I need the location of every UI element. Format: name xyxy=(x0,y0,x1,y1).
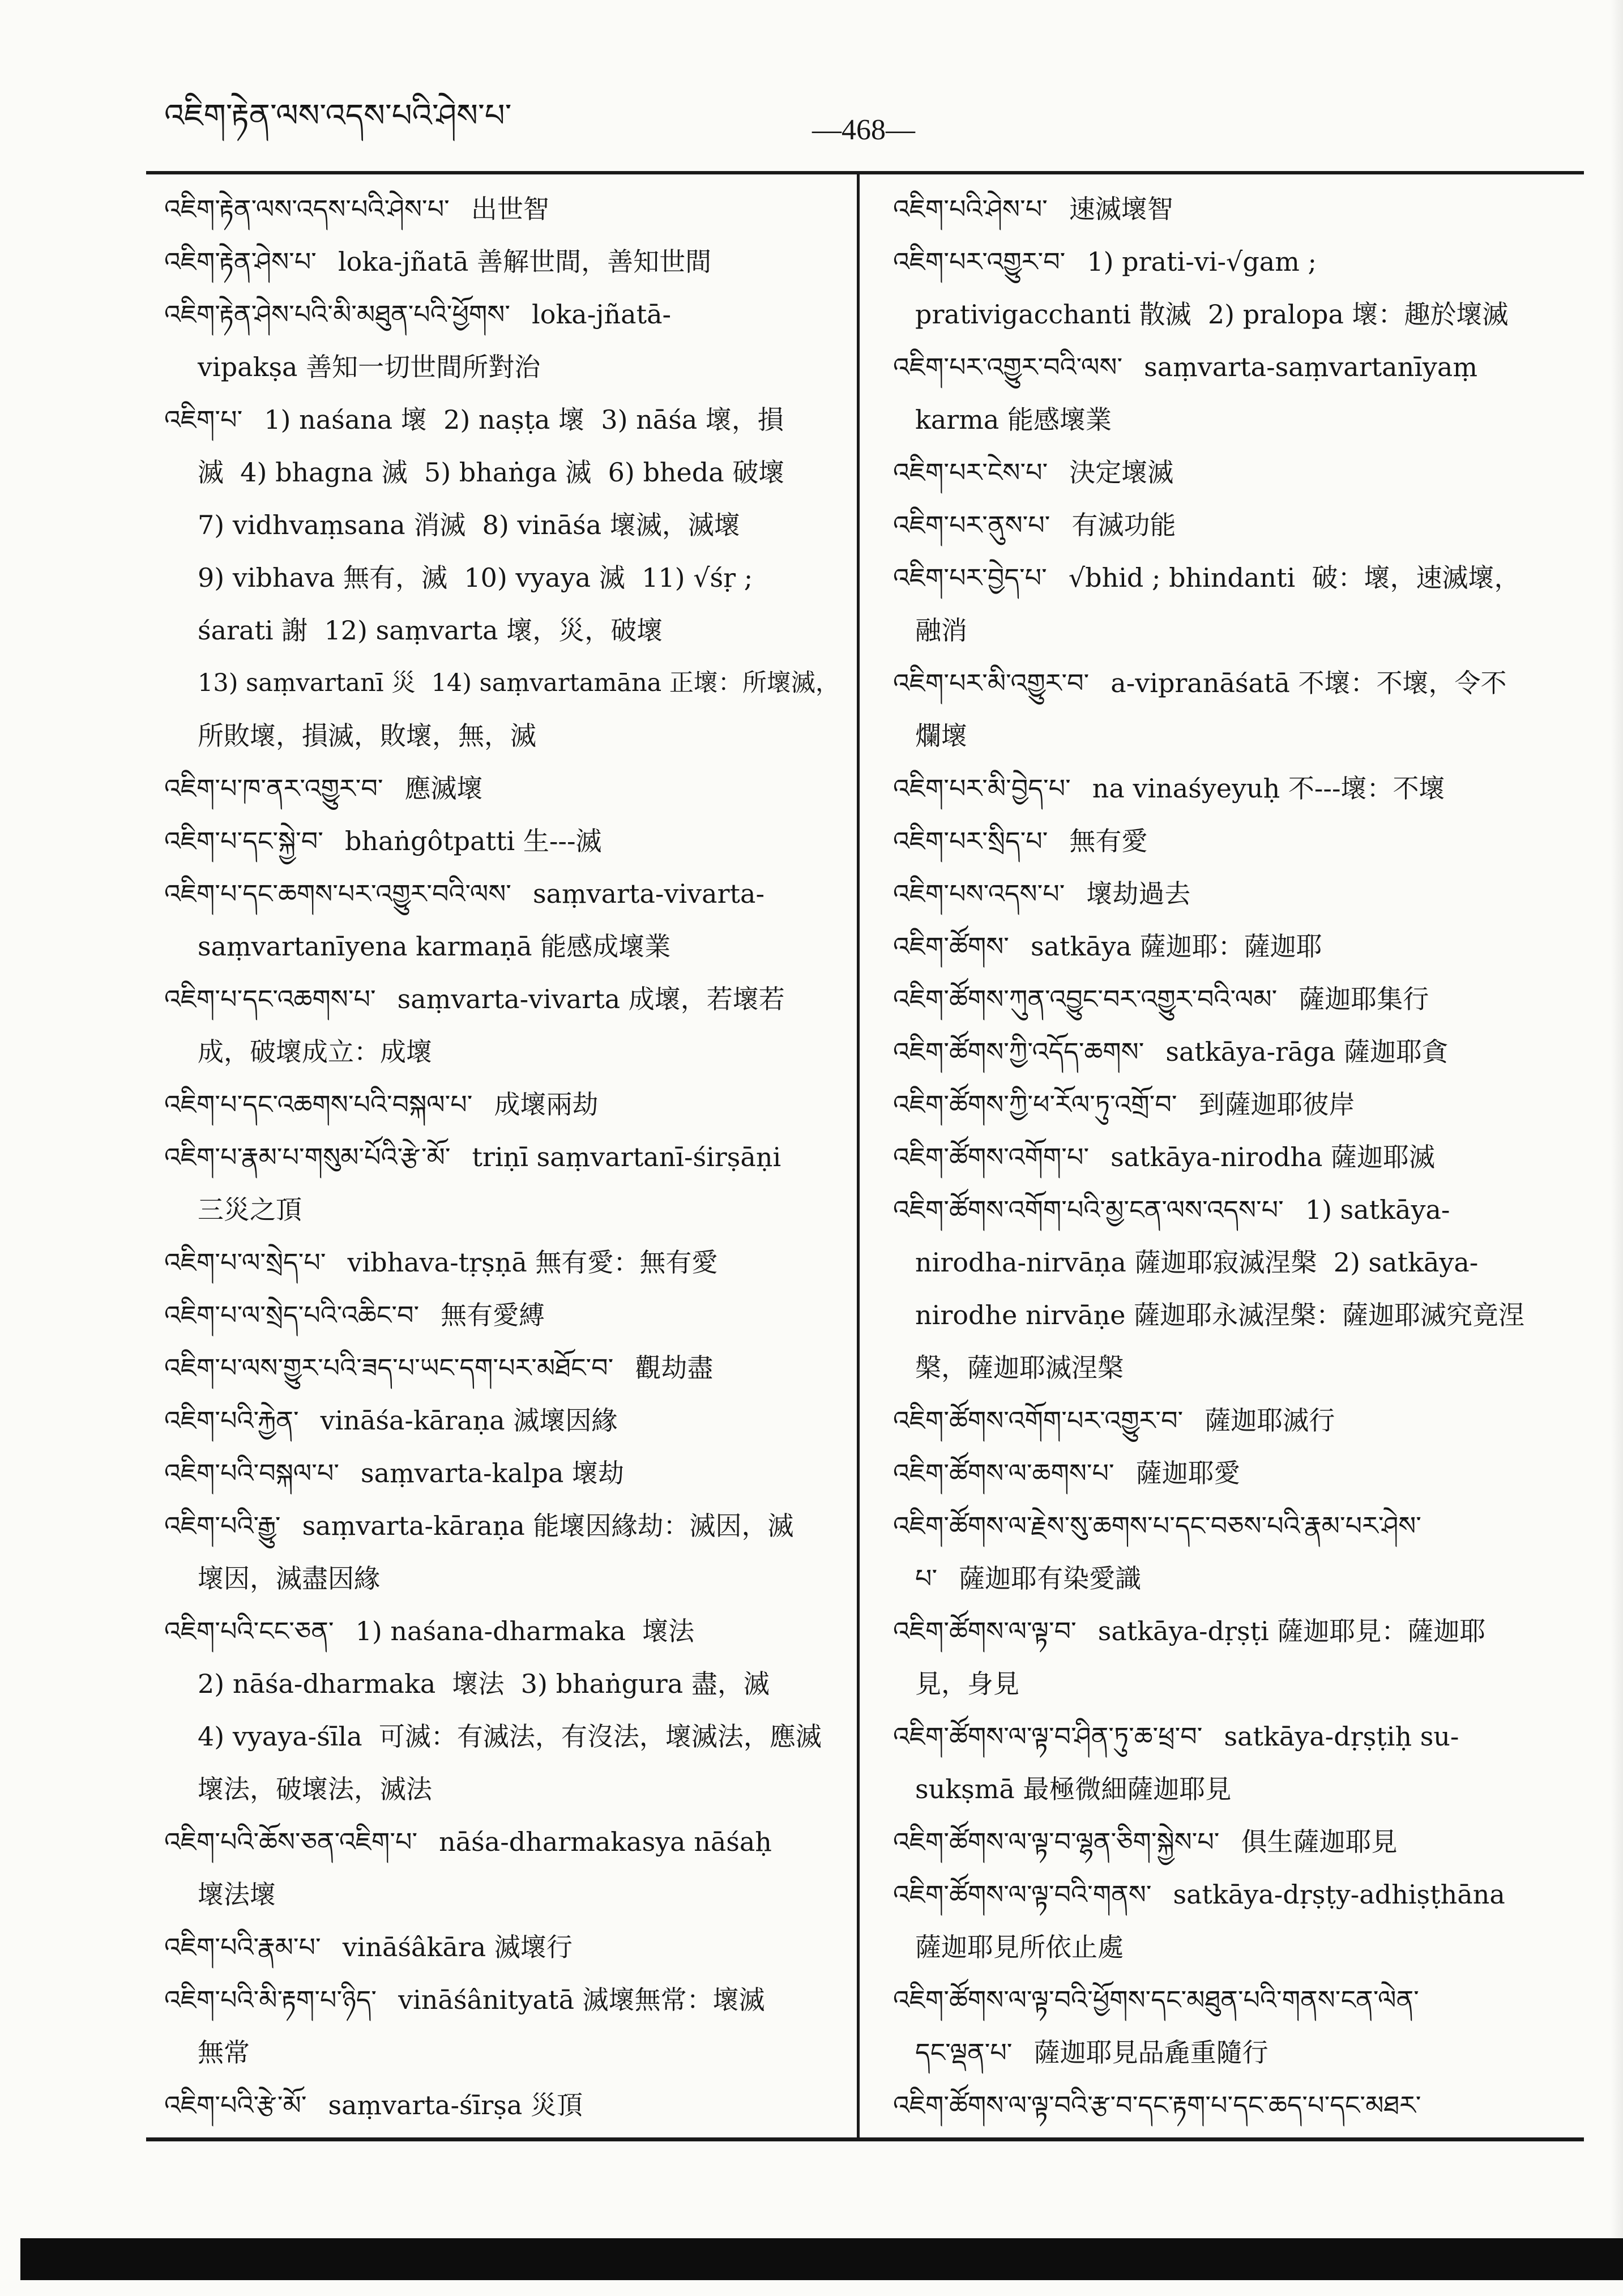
dictionary-entry xyxy=(893,2079,1570,2132)
entry-first-line xyxy=(164,1447,844,1500)
entry-gloss: vināśâkāra 滅壞行 xyxy=(342,1932,573,1962)
entry-gloss: saṃvarta-kalpa 壞劫 xyxy=(361,1458,625,1488)
entry-first-line xyxy=(893,552,1570,604)
dictionary-entry xyxy=(893,973,1570,1026)
entry-gloss: 爛壞 xyxy=(915,720,967,751)
dictionary-entry xyxy=(164,394,844,762)
tibetan-headword: འཇིག་པར་བྱེད་པ་ xyxy=(893,562,1047,593)
tibetan-headword: འཇིག་པར་མི་བྱེད་པ་ xyxy=(893,773,1071,804)
entry-first-line xyxy=(164,973,844,1026)
scan-edge-shadow xyxy=(1611,0,1623,2238)
tibetan-headword: འཇིག་པ་དང་སྐྱེ་བ་ xyxy=(164,826,323,856)
tibetan-headword: འཇིག་པ་རྣམ་པ་གསུམ་པོའི་རྩེ་མོ་ xyxy=(164,1142,451,1172)
tibetan-headword: འཇིག་པར་འགྱུར་བ་ xyxy=(893,246,1066,277)
entry-gloss: 壞法，破壞法，滅法 xyxy=(198,1774,432,1804)
tibetan-headword: འཇིག་པའི་བསྐལ་པ་ xyxy=(164,1458,340,1488)
entry-gloss: 成，破壞成立：成壞 xyxy=(198,1036,432,1067)
entry-gloss: satkāya-dṛṣṭi 薩迦耶見：薩迦耶 xyxy=(1097,1616,1486,1646)
entry-continuation-line xyxy=(893,1342,1570,1394)
entry-continuation-line xyxy=(164,341,844,394)
entry-gloss: 成壞兩劫 xyxy=(494,1089,599,1120)
tibetan-headword: འཇིག་པ་ལ་སྲེད་པའི་འཆིང་བ་ xyxy=(164,1300,420,1330)
entry-gloss: 無有愛縛 xyxy=(441,1300,545,1330)
entry-gloss: saṃvarta-vivarta- xyxy=(532,878,765,909)
entry-gloss: śarati 謝 12) saṃvarta 壞，災，破壞 xyxy=(198,615,663,646)
entry-first-line xyxy=(893,1394,1570,1447)
dictionary-entry xyxy=(893,183,1570,236)
entry-gloss: nirodhe nirvāṇe 薩迦耶永滅涅槃：薩迦耶滅究竟涅 xyxy=(915,1300,1525,1330)
entry-first-line xyxy=(164,394,844,446)
entry-first-line xyxy=(893,446,1570,499)
entry-gloss: bhaṅgôtpatti 生---滅 xyxy=(344,826,602,856)
entry-gloss: 壞因，滅盡因緣 xyxy=(198,1563,380,1594)
entry-continuation-line xyxy=(164,1552,844,1605)
dictionary-entry xyxy=(164,1078,844,1131)
entry-gloss: 出世智 xyxy=(471,194,549,224)
dictionary-entry xyxy=(164,1289,844,1342)
tibetan-headword: འཇིག་པ་དང་འཆགས་པའི་བསྐལ་པ་ xyxy=(164,1089,473,1120)
entry-first-line xyxy=(164,1500,844,1552)
tibetan-headword: འཇིག་པའི་རྩེ་མོ་ xyxy=(164,2090,307,2120)
tibetan-headword: འཇིག་པའི་མི་རྟག་པ་ཉིད་ xyxy=(164,1985,377,2015)
entry-first-line xyxy=(893,1026,1570,1078)
entry-gloss: saṃvartanīyena karmaṇā 能感成壞業 xyxy=(198,931,671,962)
dictionary-entry xyxy=(893,1868,1570,1974)
entry-gloss: 壞劫過去 xyxy=(1086,878,1191,909)
entry-gloss: 槃，薩迦耶滅涅槃 xyxy=(915,1352,1124,1383)
entry-gloss: saṃvarta-vivarta 成壞，若壞若 xyxy=(397,984,785,1014)
dictionary-entry xyxy=(893,868,1570,920)
entry-first-line xyxy=(164,1974,844,2026)
entry-first-line xyxy=(164,762,844,815)
tibetan-headword: འཇིག་པར་ནུས་པ་ xyxy=(893,510,1050,540)
column-divider xyxy=(857,173,860,2139)
entry-first-line xyxy=(893,2079,1570,2132)
tibetan-headword: འཇིག་པར་སྲིད་པ་ xyxy=(893,826,1048,856)
dictionary-entry xyxy=(893,657,1570,762)
dictionary-entry xyxy=(164,973,844,1078)
entry-continuation-line xyxy=(164,1710,844,1763)
dictionary-entry xyxy=(164,1236,844,1289)
entry-gloss: 有滅功能 xyxy=(1071,510,1176,540)
entry-first-line xyxy=(893,762,1570,815)
entry-first-line xyxy=(893,183,1570,236)
dictionary-entry xyxy=(893,1710,1570,1816)
entry-continuation-line xyxy=(164,657,844,710)
entry-continuation-line xyxy=(164,2026,844,2079)
dictionary-entry xyxy=(164,2079,844,2132)
entry-continuation-line xyxy=(164,920,844,973)
tibetan-headword: འཇིག་ཚོགས་ལ་རྗེས་སུ་ཆགས་པ་དང་བཅས་པའི་རྣམ་པར་ཤེས་ xyxy=(893,1510,1421,1541)
entry-continuation-line xyxy=(893,1763,1570,1816)
entry-gloss: 1) satkāya- xyxy=(1305,1194,1450,1225)
entry-first-line xyxy=(893,1605,1570,1658)
tibetan-headword: འཇིག་ཚོགས་ཀུན་འབྱུང་བར་འགྱུར་བའི་ལམ་ xyxy=(893,984,1278,1014)
entry-first-line xyxy=(164,1605,844,1658)
tibetan-headword: འཇིག་པའི་རྒྱུ་ xyxy=(164,1510,281,1541)
entry-gloss: satkāya-rāga 薩迦耶貪 xyxy=(1165,1036,1449,1067)
entry-first-line xyxy=(164,868,844,920)
entry-first-line xyxy=(893,1974,1570,2026)
dictionary-entry xyxy=(164,1500,844,1605)
tibetan-headword: འཇིག་པ་ཁ་ནར་འགྱུར་བ་ xyxy=(164,773,383,804)
dictionary-entry xyxy=(893,1447,1570,1500)
entry-gloss: 薩迦耶有染愛識 xyxy=(959,1563,1142,1594)
tibetan-headword: འཇིག་པར་འགྱུར་བའི་ལས་ xyxy=(893,352,1123,382)
tibetan-headword: འཇིག་པ་ལ་སྲེད་པ་ xyxy=(164,1247,326,1278)
entry-gloss: 13) saṃvartanī 災 14) saṃvartamāna 正壞：所壞滅， xyxy=(198,669,840,697)
running-head: འཇིག་རྟེན་ལས་འདས་པའི་ཤེས་པ་ xyxy=(164,97,512,134)
dictionary-entry xyxy=(164,183,844,236)
tibetan-headword: འཇིག་ཚོགས་འགོག་པར་འགྱུར་བ་ xyxy=(893,1405,1184,1436)
entry-first-line xyxy=(893,1500,1570,1552)
entry-continuation-line xyxy=(164,1763,844,1816)
tibetan-headword: འཇིག་རྟེན་ལས་འདས་པའི་ཤེས་པ་ xyxy=(164,194,450,224)
tibetan-headword: འཇིག་པ་ xyxy=(164,404,243,435)
entry-first-line xyxy=(164,1921,844,1974)
entry-continuation-line xyxy=(164,552,844,604)
entry-gloss: 三災之頂 xyxy=(198,1194,302,1225)
entry-continuation-line xyxy=(893,1289,1570,1342)
entry-gloss: 觀劫盡 xyxy=(635,1352,714,1383)
tibetan-headword: འཇིག་པ་དང་ཆགས་པར་འགྱུར་བའི་ལས་ xyxy=(164,878,511,909)
entry-gloss: 薩迦耶愛 xyxy=(1135,1458,1240,1488)
entry-gloss: 無常 xyxy=(198,2037,250,2068)
entry-first-line xyxy=(893,1710,1570,1763)
tibetan-headword: འཇིག་ཚོགས་འགོག་པ་ xyxy=(893,1142,1090,1172)
entry-gloss: vināśânityatā 滅壞無常：壞滅 xyxy=(398,1985,765,2015)
entry-gloss: nirodha-nirvāṇa 薩迦耶寂滅涅槃 2) satkāya- xyxy=(915,1247,1479,1278)
tibetan-headword: འཇིག་རྟེན་ཤེས་པ་ xyxy=(164,246,317,277)
entry-continuation-line xyxy=(893,1236,1570,1289)
entry-gloss: 壞法壞 xyxy=(198,1879,276,1910)
entry-gloss: 見，身見 xyxy=(915,1668,1019,1699)
entry-gloss: vināśa-kāraṇa 滅壞因緣 xyxy=(320,1405,618,1436)
entry-continuation-line xyxy=(893,604,1570,657)
entry-first-line xyxy=(893,657,1570,710)
entry-gloss: 1) prati-vi-√gam ; xyxy=(1087,246,1317,277)
entry-first-line xyxy=(164,1289,844,1342)
tibetan-headword: འཇིག་ཚོགས་ལ་ལྟ་བ་ xyxy=(893,1616,1077,1646)
tibetan-headword: འཇིག་ཚོགས་ལ་ལྟ་བའི་གནས་ xyxy=(893,1879,1152,1910)
entry-gloss: 1) naśana-dharmaka 壞法 xyxy=(355,1616,695,1646)
dictionary-entry xyxy=(893,1974,1570,2079)
dictionary-entry xyxy=(893,446,1570,499)
entry-gloss: saṃvarta-saṃvartanīyaṃ xyxy=(1144,352,1477,382)
entry-gloss: prativigacchanti 散滅 2) pralopa 壞：趣於壞滅 xyxy=(915,299,1509,330)
entry-continuation-line xyxy=(164,604,844,657)
entry-continuation-line xyxy=(164,1026,844,1078)
entry-gloss: sukṣmā 最極微細薩迦耶見 xyxy=(915,1774,1232,1804)
entry-first-line xyxy=(893,815,1570,868)
tibetan-headword: འཇིག་ཚོགས་ xyxy=(893,931,1009,962)
entry-first-line xyxy=(893,920,1570,973)
entry-gloss: 到薩迦耶彼岸 xyxy=(1198,1089,1355,1120)
entry-gloss: satkāya-dṛṣṭy-adhiṣṭhāna xyxy=(1173,1879,1505,1910)
dictionary-entry xyxy=(164,815,844,868)
entry-first-line xyxy=(893,341,1570,394)
tibetan-headword: འཇིག་ཚོགས་ལ་ལྟ་བ་ཤིན་ཏུ་ཆ་ཕྲ་བ་ xyxy=(893,1721,1203,1752)
entry-gloss: satkāya-nirodha 薩迦耶滅 xyxy=(1111,1142,1436,1172)
entry-continuation-line xyxy=(164,710,844,762)
tibetan-headword: འཇིག་ཚོགས་ཀྱི་ཕ་རོལ་ཏུ་འགྲོ་བ་ xyxy=(893,1089,1177,1120)
entry-gloss: nāśa-dharmakasya nāśaḥ xyxy=(439,1826,772,1857)
entry-gloss: triṇī saṃvartanī-śirṣāṇi xyxy=(472,1142,781,1172)
entry-gloss: 所敗壞，損滅，敗壞，無，滅 xyxy=(198,720,536,751)
dictionary-entry xyxy=(164,762,844,815)
tibetan-headword: འཇིག་པར་མི་འགྱུར་བ་ xyxy=(893,668,1090,698)
entry-first-line xyxy=(164,183,844,236)
dictionary-entry xyxy=(893,815,1570,868)
dictionary-entry xyxy=(164,1342,844,1394)
entry-first-line xyxy=(893,1868,1570,1921)
entry-continuation-line xyxy=(893,1658,1570,1710)
entry-gloss: 俱生薩迦耶見 xyxy=(1241,1826,1398,1857)
tibetan-headword: འཇིག་ཚོགས་ལ་ལྟ་བ་ལྷན་ཅིག་སྐྱེས་པ་ xyxy=(893,1826,1220,1857)
entry-gloss: karma 能感壞業 xyxy=(915,404,1112,435)
tibetan-headword: འཇིག་ཚོགས་ལ་ལྟ་བའི་རྩ་བ་དང་རྟག་པ་དང་ཆད་པ་དང་མཐར་ xyxy=(893,2090,1421,2120)
entry-gloss: loka-jñatā 善解世間，善知世間 xyxy=(338,246,712,277)
dictionary-entry xyxy=(893,1184,1570,1394)
entry-continuation-line xyxy=(893,710,1570,762)
entry-first-line xyxy=(893,868,1570,920)
tibetan-headword: འཇིག་ཚོགས་ཀྱི་འདོད་ཆགས་ xyxy=(893,1036,1144,1067)
entry-continuation-line xyxy=(164,1184,844,1236)
dictionary-entry xyxy=(893,1078,1570,1131)
dictionary-entry xyxy=(164,1921,844,1974)
entry-gloss: a-vipranāśatā 不壞：不壞，令不 xyxy=(1111,668,1507,698)
scan-border-bar xyxy=(20,2238,1623,2280)
dictionary-entry xyxy=(893,499,1570,552)
entry-first-line xyxy=(893,499,1570,552)
entry-gloss: 無有愛 xyxy=(1069,826,1148,856)
dictionary-entry xyxy=(164,1816,844,1921)
dictionary-entry xyxy=(893,1026,1570,1078)
right-column xyxy=(893,183,1570,2132)
dictionary-entry xyxy=(164,288,844,394)
dictionary-entry xyxy=(164,236,844,288)
entry-gloss: satkāya 薩迦耶：薩迦耶 xyxy=(1030,931,1322,962)
entry-gloss: 7) vidhvaṃsana 消滅 8) vināśa 壞滅，滅壞 xyxy=(198,510,740,540)
dictionary-entry xyxy=(893,236,1570,341)
dictionary-entry xyxy=(893,1131,1570,1184)
entry-gloss: loka-jñatā- xyxy=(532,299,672,330)
entry-first-line xyxy=(164,815,844,868)
entry-gloss: vipakṣa 善知一切世間所對治 xyxy=(198,352,541,382)
entry-continuation-line xyxy=(893,2026,1570,2079)
entry-gloss: 決定壞滅 xyxy=(1069,457,1174,488)
entry-first-line xyxy=(893,1184,1570,1236)
dictionary-entry xyxy=(893,762,1570,815)
entry-continuation-line xyxy=(164,1868,844,1921)
entry-first-line xyxy=(893,1816,1570,1868)
entry-gloss: 4) vyaya-śīla 可滅：有滅法，有沒法，壞滅法，應滅 xyxy=(198,1721,822,1752)
entry-first-line xyxy=(893,1078,1570,1131)
bottom-rule xyxy=(146,2137,1584,2141)
entry-gloss: 薩迦耶滅行 xyxy=(1205,1405,1335,1436)
entry-gloss: 2) nāśa-dharmaka 壞法 3) bhaṅgura 盡，滅 xyxy=(198,1668,770,1699)
tibetan-headword: འཇིག་པར་ངེས་པ་ xyxy=(893,457,1048,488)
tibetan-headword: འཇིག་པའི་ངང་ཅན་ xyxy=(164,1616,334,1646)
top-rule xyxy=(146,171,1584,174)
dictionary-entry xyxy=(164,1131,844,1236)
entry-first-line xyxy=(164,1342,844,1394)
entry-continuation-line xyxy=(893,1921,1570,1974)
entry-first-line xyxy=(164,1131,844,1184)
entry-gloss: 融消 xyxy=(915,615,967,646)
dictionary-entry xyxy=(893,341,1570,446)
entry-first-line xyxy=(164,1816,844,1868)
entry-continuation-line xyxy=(164,499,844,552)
dictionary-entry xyxy=(893,1394,1570,1447)
tibetan-headword: འཇིག་པའི་རྣམ་པ་ xyxy=(164,1932,321,1962)
entry-gloss: 薩迦耶見所依止處 xyxy=(915,1932,1124,1962)
tibetan-headword: འཇིག་པའི་ཤེས་པ་ xyxy=(893,194,1048,224)
entry-gloss: na vinaśyeyuḥ 不---壞：不壞 xyxy=(1092,773,1445,804)
tibetan-headword: འཇིག་པ་དང་འཆགས་པ་ xyxy=(164,984,376,1014)
dictionary-entry xyxy=(893,1605,1570,1710)
entry-first-line xyxy=(164,288,844,341)
entry-continuation-line xyxy=(893,1552,1570,1605)
entry-first-line xyxy=(164,1236,844,1289)
entry-gloss: 滅 4) bhagna 滅 5) bhaṅga 滅 6) bheda 破壞 xyxy=(198,457,785,488)
entry-first-line xyxy=(164,236,844,288)
entry-first-line xyxy=(893,1447,1570,1500)
entry-continuation-line xyxy=(893,288,1570,341)
dictionary-entry xyxy=(164,1447,844,1500)
entry-gloss: √bhid ; bhindanti 破：壞，速滅壞， xyxy=(1068,562,1521,593)
entry-first-line xyxy=(893,1131,1570,1184)
entry-continuation-line xyxy=(164,1658,844,1710)
dictionary-entry xyxy=(164,1974,844,2079)
entry-first-line xyxy=(893,236,1570,288)
left-column xyxy=(164,183,844,2132)
tibetan-headword: འཇིག་རྟེན་ཤེས་པའི་མི་མཐུན་པའི་ཕྱོགས་ xyxy=(164,299,511,330)
tibetan-headword: འཇིག་པ་ལས་གྱུར་པའི་ཟད་པ་ཡང་དག་པར་མཐོང་བ་ xyxy=(164,1352,614,1383)
entry-gloss: satkāya-dṛṣṭiḥ su- xyxy=(1224,1721,1459,1752)
entry-gloss: 應滅壞 xyxy=(404,773,483,804)
dictionary-entry xyxy=(893,552,1570,657)
dictionary-entry xyxy=(893,1816,1570,1868)
dictionary-entry xyxy=(893,1500,1570,1605)
entry-continuation-line xyxy=(893,394,1570,446)
tibetan-headword-continuation: པ་ xyxy=(915,1563,938,1594)
dictionary-entry xyxy=(893,920,1570,973)
tibetan-headword: འཇིག་ཚོགས་ལ་ཆགས་པ་ xyxy=(893,1458,1114,1488)
dictionary-entry xyxy=(164,1605,844,1816)
tibetan-headword: འཇིག་པས་འདས་པ་ xyxy=(893,878,1065,909)
entry-gloss: 1) naśana 壞 2) naṣṭa 壞 3) nāśa 壞，損 xyxy=(264,404,784,435)
entry-continuation-line xyxy=(164,446,844,499)
entry-gloss: 薩迦耶見品麁重隨行 xyxy=(1033,2037,1268,2068)
tibetan-headword: འཇིག་པའི་ཆོས་ཅན་འཇིག་པ་ xyxy=(164,1826,418,1857)
entry-gloss: vibhava-tṛṣṇā 無有愛：無有愛 xyxy=(347,1247,718,1278)
entry-first-line xyxy=(164,1394,844,1447)
entry-gloss: 速滅壞智 xyxy=(1069,194,1173,224)
entry-first-line xyxy=(164,1078,844,1131)
entry-first-line xyxy=(164,2079,844,2132)
entry-gloss: 薩迦耶集行 xyxy=(1299,984,1429,1014)
dictionary-entry xyxy=(164,868,844,973)
entry-gloss: saṃvarta-śīrṣa 災頂 xyxy=(328,2090,583,2120)
entry-first-line xyxy=(893,973,1570,1026)
tibetan-headword: འཇིག་པའི་རྐྱེན་ xyxy=(164,1405,299,1436)
tibetan-headword: འཇིག་ཚོགས་འགོག་པའི་མྱ་ངན་ལས་འདས་པ་ xyxy=(893,1194,1284,1225)
dictionary-entry xyxy=(164,1394,844,1447)
entry-gloss: saṃvarta-kāraṇa 能壞因緣劫：滅因，滅 xyxy=(302,1510,794,1541)
tibetan-headword-continuation: དང་ལྡན་པ་ xyxy=(915,2037,1013,2068)
entry-gloss: 9) vibhava 無有，滅 10) vyaya 滅 11) √śṛ ; xyxy=(198,562,753,593)
page-number: —468— xyxy=(812,114,915,146)
tibetan-headword: འཇིག་ཚོགས་ལ་ལྟ་བའི་ཕྱོགས་དང་མཐུན་པའི་གནས་ངན་ལེན་ xyxy=(893,1985,1419,2015)
